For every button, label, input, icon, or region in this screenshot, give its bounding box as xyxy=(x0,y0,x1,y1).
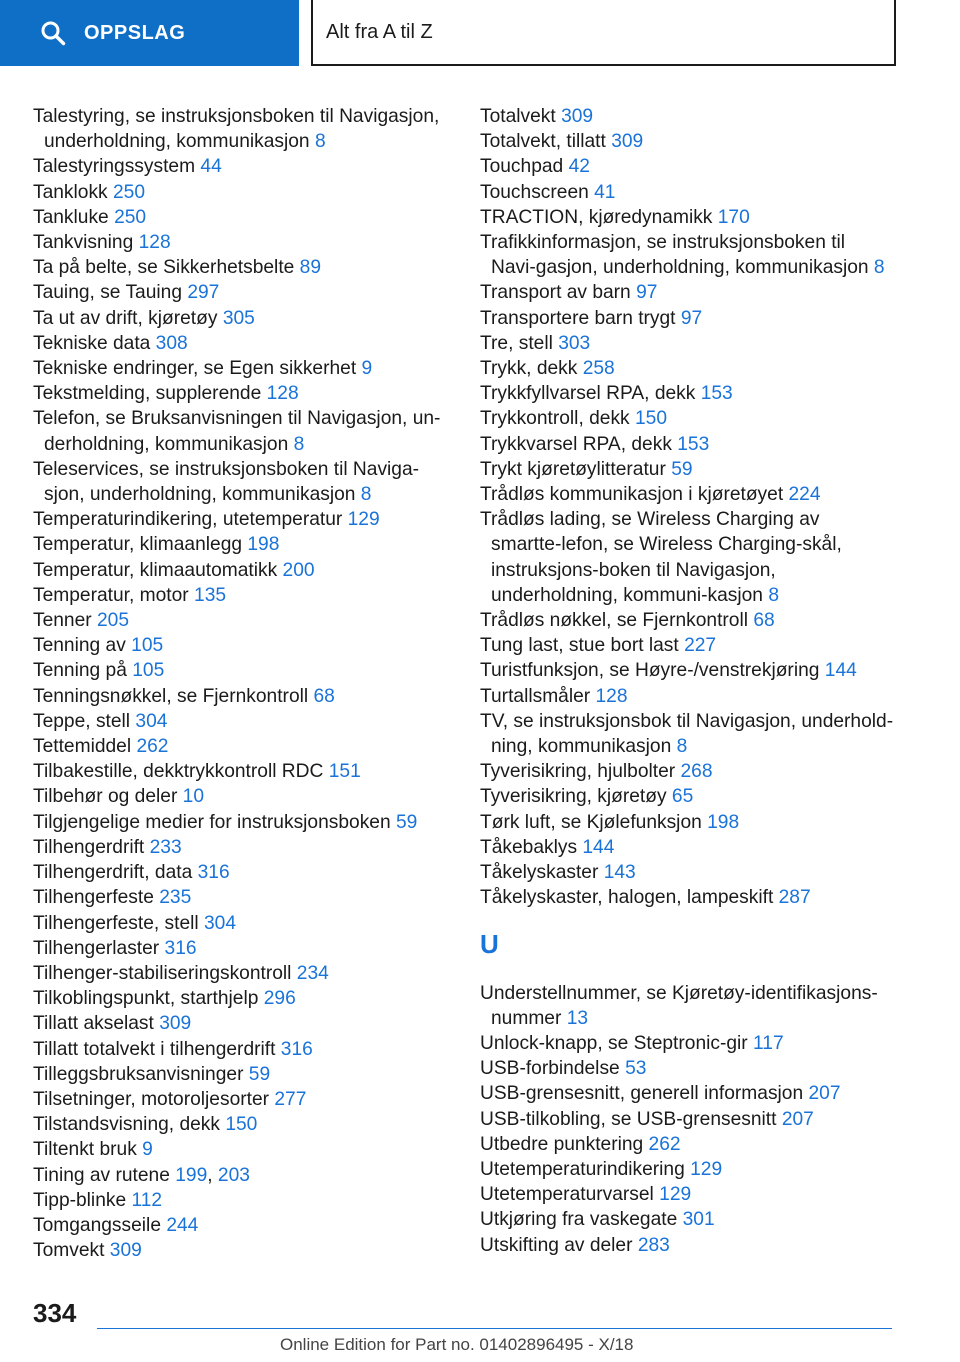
index-entry-text: Tre, stell xyxy=(480,332,553,354)
index-entry-text: Tankluke xyxy=(33,206,109,228)
index-entry-text: Trykkvarsel RPA, dekk xyxy=(480,433,672,455)
page-link[interactable]: 144 xyxy=(582,836,615,858)
index-entry xyxy=(33,784,448,809)
index-entry-text: Temperaturindikering, utetemperatur xyxy=(33,509,343,531)
page-link[interactable]: 227 xyxy=(684,635,717,657)
index-entry xyxy=(33,1011,448,1036)
page-link[interactable]: 128 xyxy=(266,383,299,405)
tab-a-to-z[interactable]: Alt fra A til Z xyxy=(311,0,896,66)
page-link[interactable]: 129 xyxy=(347,509,380,531)
page-link[interactable]: 250 xyxy=(114,206,147,228)
index-entry-text: USB-tilkobling, se USB-grensesnitt xyxy=(480,1108,777,1130)
index-entry xyxy=(480,482,895,507)
index-entry-text: Turistfunksjon, se Høyre-/venstrekjøring xyxy=(480,660,820,682)
index-entry xyxy=(33,860,448,885)
page-link[interactable]: 297 xyxy=(187,282,220,304)
page-link[interactable]: 309 xyxy=(109,1240,142,1262)
index-entry-text: Tekniske data xyxy=(33,332,151,354)
index-entry xyxy=(33,1137,448,1162)
page-link[interactable]: 170 xyxy=(717,206,750,228)
index-entry xyxy=(480,1207,895,1232)
index-entry xyxy=(480,1056,895,1081)
index-entry xyxy=(480,1107,895,1132)
index-entry xyxy=(480,1031,895,1056)
index-entry-text: USB-forbindelse xyxy=(480,1058,620,1080)
page-link[interactable]: 105 xyxy=(131,635,164,657)
page-link[interactable]: 42 xyxy=(568,156,590,178)
page-link[interactable]: 207 xyxy=(808,1083,841,1105)
index-list-u xyxy=(480,981,895,1258)
index-entry-text: Trafikkinformasjon, se instruksjonsboken til Navi-gasjon, underholdning, kommunikasjon xyxy=(480,232,869,279)
index-entry xyxy=(480,810,895,835)
index-entry xyxy=(33,810,448,835)
page-link[interactable]: 8 xyxy=(873,257,885,279)
index-entry xyxy=(33,633,448,658)
index-entry xyxy=(33,558,448,583)
index-entry-text: Telefon, se Bruksanvisningen til Navigasjon, un-derholdning, kommunikasjon xyxy=(33,408,441,455)
page-link[interactable]: 53 xyxy=(625,1058,647,1080)
index-entry xyxy=(33,759,448,784)
page-link[interactable]: 250 xyxy=(113,181,146,203)
index-entry xyxy=(33,356,448,381)
page-link[interactable]: 309 xyxy=(159,1013,192,1035)
index-entry xyxy=(33,1188,448,1213)
index-entry-text: Tilbehør og deler xyxy=(33,786,178,808)
index-entry xyxy=(480,205,895,230)
page-link[interactable]: 89 xyxy=(299,257,322,279)
page-link[interactable]: 258 xyxy=(582,358,615,380)
index-entry xyxy=(33,583,448,608)
index-entry-text: Touchscreen xyxy=(480,181,589,203)
page-link[interactable]: 68 xyxy=(313,685,335,707)
index-entry-text: Ta ut av drift, kjøretøy xyxy=(33,307,218,329)
index-entry-text: Teppe, stell xyxy=(33,710,131,732)
index-entry-text: Tillatt akselast xyxy=(33,1013,154,1035)
index-entry xyxy=(480,104,895,129)
index-entry xyxy=(480,381,895,406)
index-entry xyxy=(480,1081,895,1106)
page-link[interactable]: 59 xyxy=(248,1063,271,1085)
index-entry xyxy=(480,709,895,759)
index-entry xyxy=(480,406,895,431)
index-entry-text: Tilhengerfeste, stell xyxy=(33,912,199,934)
index-entry-text: Utkjøring fra vaskegate xyxy=(480,1209,678,1231)
header xyxy=(0,0,960,66)
page-link[interactable]: 277 xyxy=(274,1088,307,1110)
index-entry xyxy=(33,1087,448,1112)
page-link[interactable]: 296 xyxy=(263,988,296,1010)
index-entry xyxy=(33,381,448,406)
page-link[interactable]: 144 xyxy=(824,660,857,682)
index-entry-text: Trykkontroll, dekk xyxy=(480,408,630,430)
page-link[interactable]: 262 xyxy=(648,1133,681,1155)
index-entry-text: Talestyringssystem xyxy=(33,156,196,178)
index-list-t xyxy=(480,104,895,911)
index-entry xyxy=(33,911,448,936)
page-link[interactable]: 301 xyxy=(682,1209,715,1231)
tab-lookup[interactable] xyxy=(0,0,299,66)
page-link[interactable]: 309 xyxy=(611,131,644,153)
index-entry-text: Tilbakestille, dekktrykkontroll RDC xyxy=(33,761,324,783)
page-link[interactable]: 316 xyxy=(164,937,197,959)
index-entry xyxy=(480,860,895,885)
index-entry xyxy=(480,835,895,860)
index-entry-text: Transportere barn trygt xyxy=(480,307,676,329)
page-link[interactable]: 41 xyxy=(594,181,616,203)
index-entry-text: Trykk, dekk xyxy=(480,358,578,380)
page-number: 334 xyxy=(33,1298,77,1328)
index-entry-text: Trådløs lading, se Wireless Charging av smartte-lefon, se Wireless Charging-skål, instruksjons-boken til Navigasjon, underholdning, kommuni-kasjon xyxy=(480,509,842,606)
index-entry-text: Tilhenger-stabiliseringskontroll xyxy=(33,962,292,984)
page-link[interactable]: 10 xyxy=(182,786,205,808)
index-entry xyxy=(480,280,895,305)
index-entry-text: Transport av barn xyxy=(480,282,631,304)
page-link[interactable]: 129 xyxy=(659,1184,692,1206)
index-entry-text: Tauing, se Tauing xyxy=(33,282,182,304)
index-entry xyxy=(33,1238,448,1263)
page-link[interactable]: 97 xyxy=(636,282,658,304)
index-entry xyxy=(33,255,448,280)
index-entry-text: Tung last, stue bort last xyxy=(480,635,679,657)
page-link[interactable]: 305 xyxy=(222,307,255,329)
index-entry-text: Turtallsmåler xyxy=(480,685,591,707)
index-entry xyxy=(480,1157,895,1182)
page-link[interactable]: 153 xyxy=(677,433,710,455)
index-entry-text: Tilstandsvisning, dekk xyxy=(33,1114,220,1136)
index-entry xyxy=(480,684,895,709)
page-link[interactable]: 200 xyxy=(282,559,315,581)
index-entry: Tining av rutene 199, 203 xyxy=(33,1164,250,1186)
index-column-left xyxy=(33,104,448,1263)
index-entry-text: Tåkebaklys xyxy=(480,836,578,858)
index-entry xyxy=(480,1132,895,1157)
index-entry xyxy=(33,205,448,230)
page-link[interactable]: 9 xyxy=(361,358,373,380)
index-entry xyxy=(480,981,895,1031)
index-entry xyxy=(480,432,895,457)
page-link[interactable]: 8 xyxy=(293,433,305,455)
page-link[interactable]: 44 xyxy=(200,156,222,178)
page-link[interactable]: 8 xyxy=(360,484,372,506)
index-entry-text: Utbedre punktering xyxy=(480,1133,644,1155)
index-entry xyxy=(480,129,895,154)
page-link[interactable]: 128 xyxy=(595,685,628,707)
page-link[interactable]: 8 xyxy=(314,131,326,153)
index-entry-text: Tiltenkt bruk xyxy=(33,1139,137,1161)
index-entry xyxy=(33,532,448,557)
page-link[interactable]: 143 xyxy=(603,862,636,884)
index-entry xyxy=(33,180,448,205)
page-link[interactable]: 304 xyxy=(204,912,237,934)
index-entry-text: Tørk luft, se Kjølefunksjon xyxy=(480,811,702,833)
page-link[interactable]: 205 xyxy=(97,610,130,632)
index-entry xyxy=(480,885,895,910)
index-entry-text: Teleservices, se instruksjonsboken til Naviga-sjon, underholdning, kommunikasjon xyxy=(33,458,420,506)
index-entry xyxy=(33,885,448,910)
page-link[interactable]: 207 xyxy=(781,1108,814,1130)
index-entry-text: Tilkoblingspunkt, starthjelp xyxy=(33,988,259,1010)
index-entry-text: Tilhengerlaster xyxy=(33,937,160,959)
index-entry xyxy=(33,684,448,709)
page-link[interactable]: 199 xyxy=(175,1164,208,1186)
index-entry xyxy=(33,835,448,860)
index-entry xyxy=(33,406,448,456)
index-entry-text: Talestyring, se instruksjonsboken til Navigasjon, underholdning, kommunikasjon xyxy=(33,106,440,153)
page-link[interactable]: 9 xyxy=(142,1139,153,1161)
page-link[interactable]: 153 xyxy=(700,383,733,405)
index-entry xyxy=(480,1182,895,1207)
index-entry xyxy=(33,986,448,1011)
page-link[interactable]: 135 xyxy=(194,584,227,606)
index-entry-text: Tipp-blinke xyxy=(33,1189,127,1211)
index-entry-text: Temperatur, motor xyxy=(33,584,189,606)
page-link[interactable]: 309 xyxy=(561,106,594,127)
index-entry xyxy=(480,1233,895,1258)
index-entry xyxy=(480,759,895,784)
page-link[interactable]: 65 xyxy=(671,786,694,808)
page-link[interactable]: 117 xyxy=(753,1032,784,1054)
index-entry xyxy=(480,154,895,179)
page-link[interactable]: 112 xyxy=(131,1189,163,1211)
index-entry xyxy=(33,280,448,305)
page-link[interactable]: 308 xyxy=(155,332,188,354)
index-entry-text: Tettemiddel xyxy=(33,736,132,758)
index-entry xyxy=(33,734,448,759)
page-link[interactable]: 316 xyxy=(197,862,230,884)
page-link[interactable]: 287 xyxy=(778,887,811,909)
index-entry xyxy=(33,306,448,331)
index-entry-text: Tilleggsbruksanvisninger xyxy=(33,1063,244,1085)
tab-lookup-label: OPPSLAG xyxy=(84,21,186,44)
page-link[interactable]: 8 xyxy=(768,584,779,606)
page-link[interactable]: 304 xyxy=(135,710,168,732)
index-entry xyxy=(33,1037,448,1062)
index-entry-text: Trådløs kommunikasjon i kjøretøyet xyxy=(480,484,784,506)
index-entry-text: Tåkelyskaster xyxy=(480,862,599,884)
page-link[interactable]: 97 xyxy=(680,307,703,329)
index-entry-text: Tilhengerdrift xyxy=(33,836,145,858)
section-letter: U xyxy=(480,928,499,959)
page-link[interactable]: 303 xyxy=(558,332,591,354)
page-link[interactable]: 316 xyxy=(280,1038,313,1060)
index-entry xyxy=(33,331,448,356)
index-entry xyxy=(480,608,895,633)
index-entry-text: Totalvekt, tillatt xyxy=(480,131,606,153)
page-link[interactable]: 262 xyxy=(136,736,169,758)
index-entry xyxy=(33,457,448,507)
index-entry-text: Tyverisikring, kjøretøy xyxy=(480,786,667,808)
page-link[interactable]: 151 xyxy=(328,761,361,783)
page-link[interactable]: 13 xyxy=(566,1007,589,1029)
index-entry-text: Tilgjengelige medier for instruksjonsboken xyxy=(33,811,391,833)
index-entry xyxy=(480,658,895,683)
page-link[interactable]: 198 xyxy=(247,534,280,556)
index-entry-text: TRACTION, kjøredynamikk xyxy=(480,206,713,228)
page-link[interactable]: 244 xyxy=(166,1214,199,1236)
index-entry-text: Tyverisikring, hjulbolter xyxy=(480,761,676,783)
index-entry xyxy=(33,507,448,532)
index-entry xyxy=(33,230,448,255)
page-link[interactable]: 150 xyxy=(634,408,667,430)
index-entry xyxy=(480,306,895,331)
page-link[interactable]: 129 xyxy=(690,1158,723,1180)
index-entry-text: Utskifting av deler xyxy=(480,1234,633,1256)
index-entry-text: Tåkelyskaster, halogen, lampeskift xyxy=(480,887,774,909)
index-entry xyxy=(480,180,895,205)
index-entry-text: Temperatur, klimaanlegg xyxy=(33,534,243,556)
index-entry-text: Trykt kjøretøylitteratur xyxy=(480,458,666,480)
index-entry-text: Tillatt totalvekt i tilhengerdrift xyxy=(33,1038,276,1060)
index-entry xyxy=(33,1062,448,1087)
index-entry-text: TV, se instruksjonsbok til Navigasjon, underhold-ning, kommunikasjon xyxy=(480,710,894,758)
index-entry-text: Temperatur, klimaautomatikk xyxy=(33,559,278,581)
index-entry-text: Tanklokk xyxy=(33,181,108,203)
index-entry-text: Trådløs nøkkel, se Fjernkontroll xyxy=(480,610,748,632)
index-entry-text: Tenning av xyxy=(33,635,126,657)
index-column-right xyxy=(480,104,895,1258)
index-entry-text: Tekniske endringer, se Egen sikkerhet xyxy=(33,358,357,380)
index-entry xyxy=(480,230,895,280)
index-entry xyxy=(33,1213,448,1238)
index-entry xyxy=(480,457,895,482)
index-entry xyxy=(33,154,448,179)
index-entry-text: Tenning på xyxy=(33,660,127,682)
index-entry-text: Tilhengerdrift, data xyxy=(33,862,193,884)
index-entry xyxy=(33,709,448,734)
page-link[interactable]: 150 xyxy=(225,1114,258,1136)
index-entry-text: Understellnummer, se Kjøretøy-identifikasjons-nummer xyxy=(480,982,878,1029)
index-entry-text: Tekstmelding, supplerende xyxy=(33,383,262,405)
index-entry-text: Tankvisning xyxy=(33,232,134,254)
index-entry-text: Tilhengerfeste xyxy=(33,887,154,909)
index-entry-text: Totalvekt xyxy=(480,106,556,127)
index-entry-text: Utetemperaturindikering xyxy=(480,1158,685,1180)
page-link[interactable]: 234 xyxy=(296,962,329,984)
footer-edition: Online Edition for Part no. 01402896495 - X/18 xyxy=(280,1335,634,1354)
page-link[interactable]: 128 xyxy=(138,232,171,254)
index-entry xyxy=(33,658,448,683)
index-entry-text: Tilsetninger, motoroljesorter xyxy=(33,1088,270,1110)
page-link[interactable]: 283 xyxy=(637,1234,670,1256)
page-link[interactable]: 105 xyxy=(132,660,165,682)
index-entry xyxy=(480,633,895,658)
page-link[interactable]: 203 xyxy=(217,1164,250,1186)
index-entry-text: Touchpad xyxy=(480,156,564,178)
page-link[interactable]: 59 xyxy=(395,811,418,833)
index-entry-text: Utetemperaturvarsel xyxy=(480,1184,654,1206)
index-entry-text: Tining av rutene xyxy=(33,1164,170,1186)
page-link[interactable]: 59 xyxy=(671,458,693,480)
index-entry-text: Tenner xyxy=(33,610,92,632)
index-entry xyxy=(33,961,448,986)
index-entry xyxy=(33,1112,448,1137)
index-entry-text: Tenningsnøkkel, se Fjernkontroll xyxy=(33,685,309,707)
footer-divider xyxy=(97,1328,892,1329)
index-entry xyxy=(33,608,448,633)
page-link[interactable]: 235 xyxy=(159,887,192,909)
index-entry-text: Unlock-knapp, se Steptronic-gir xyxy=(480,1032,748,1054)
index-entry xyxy=(33,104,448,154)
page-link[interactable]: 268 xyxy=(680,761,713,783)
page-link[interactable]: 224 xyxy=(788,484,821,506)
index-entry xyxy=(480,331,895,356)
index-entry xyxy=(480,507,895,608)
index-entry-text: Tomvekt xyxy=(33,1240,105,1262)
index-entry xyxy=(480,356,895,381)
page-link[interactable]: 198 xyxy=(707,811,740,833)
index-entry xyxy=(33,936,448,961)
index-entry-text: USB-grensesnitt, generell informasjon xyxy=(480,1083,804,1105)
index-entry-text: Tomgangsseile xyxy=(33,1214,161,1236)
page-link[interactable]: 8 xyxy=(676,736,688,758)
page-link[interactable]: 68 xyxy=(753,610,775,632)
search-icon xyxy=(40,20,66,46)
index-entry xyxy=(480,784,895,809)
index-entry-text: Trykkfyllvarsel RPA, dekk xyxy=(480,383,696,405)
index-entry-text: Ta på belte, se Sikkerhetsbelte xyxy=(33,257,295,279)
page-link[interactable]: 233 xyxy=(149,836,182,858)
